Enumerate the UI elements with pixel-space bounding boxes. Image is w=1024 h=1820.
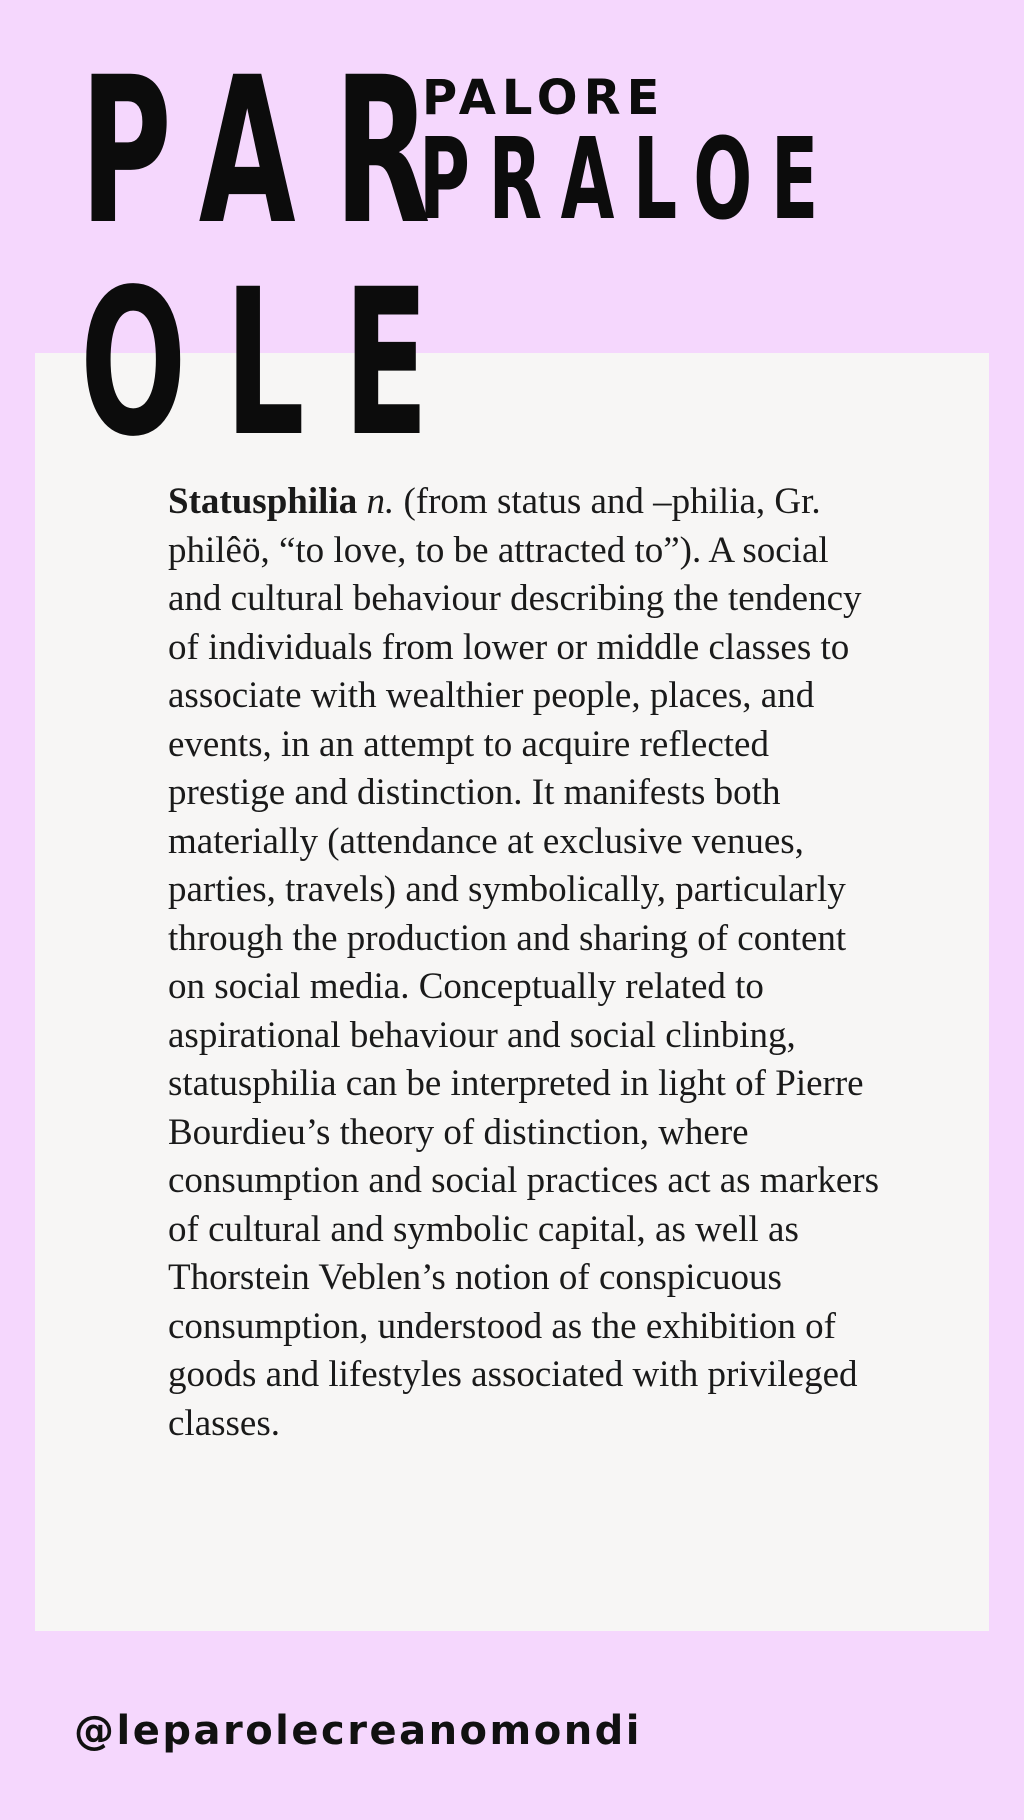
anagram-mid: PRALOE [419,115,837,245]
definition-term: Statusphilia [168,481,358,522]
social-handle: @leparolecreanomondi [74,1708,643,1754]
title-line-1: PAR [80,33,469,269]
definition-text [168,478,888,1448]
anagram-top: PALORE [422,70,666,126]
etymology: (from status and –philia, Gr. philêö, “to love, to be attracted to”). [168,481,821,571]
definition-body: A social and cultural behaviour describing the tendency of individuals from lower or middle classes to associate with wealthier people, places, and events, in an attempt to acquire reflected prestige and distinction. It manifests both materially (attendance at exclusive venues, parties, travels) and symbolically, particularly through the production and sharing of content on social media. Conceptually related to aspirational behaviour and social clinbing, statusphilia can be interpreted in light of Pierre Bourdieu’s theory of distinction, where consumption and social practices act as markers of cultural and symbolic capital, as well as Thorstein Veblen’s notion of conspicuous consumption, understood as the exhibition of goods and lifestyles associated with privileged classes. [168,529,879,1444]
title-line-2: OLE [80,245,468,481]
part-of-speech: n. [366,481,395,522]
